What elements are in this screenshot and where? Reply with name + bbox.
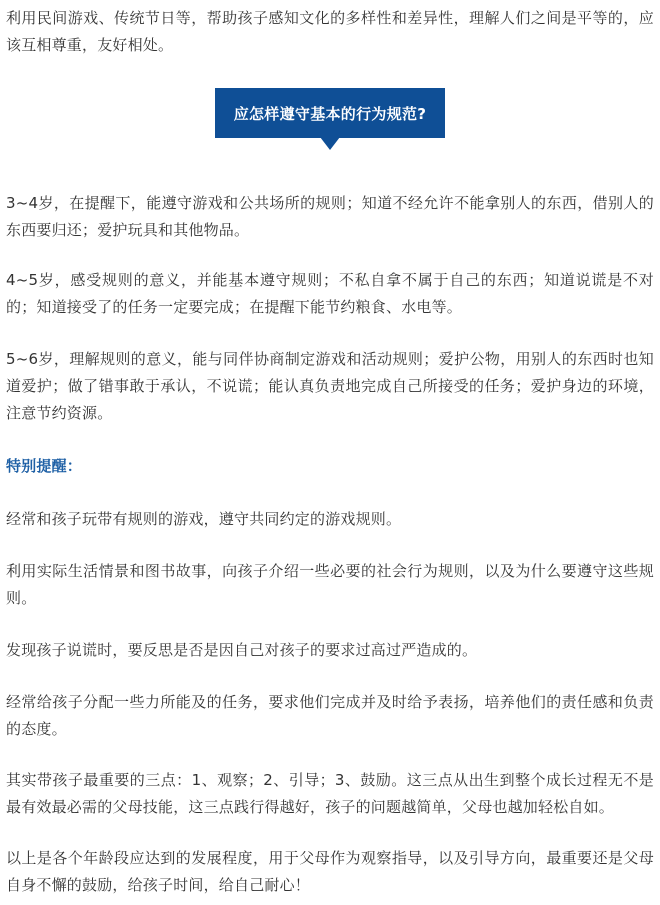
tip-paragraph-1: 经常和孩子玩带有规则的游戏，遵守共同约定的游戏规则。: [6, 510, 402, 528]
reminder-heading: 特别提醒：: [6, 457, 83, 475]
section-banner: [215, 88, 445, 138]
tip-paragraph-3: 发现孩子说谎时，要反思是否是因自己对孩子的要求过高过严造成的。: [6, 641, 478, 659]
age-3-4-paragraph: 3~4岁，在提醒下，能遵守游戏和公共场所的规则；知道不经允许不能拿别人的东西，借别人的东西要归还；爱护玩具和其他物品。: [6, 194, 654, 239]
closing-paragraph: 以上是各个年龄段应达到的发展程度，用于父母作为观察指导，以及引导方向，最重要还是父母自身不懈的鼓励，给孩子时间，给自己耐心！: [6, 849, 654, 894]
tip-paragraph-2: 利用实际生活情景和图书故事，向孩子介绍一些必要的社会行为规则，以及为什么要遵守这些规则。: [6, 562, 654, 607]
tip-paragraph-5: 其实带孩子最重要的三点：1、观察；2、引导；3、鼓励。这三点从出生到整个成长过程无不是最有效最必需的父母技能，这三点践行得越好，孩子的问题越简单，父母也越加轻松自如。: [6, 771, 654, 816]
section-banner-title: 应怎样遵守基本的行为规范?: [233, 104, 427, 123]
tip-paragraph-4: 经常给孩子分配一些力所能及的任务，要求他们完成并及时给予表扬，培养他们的责任感和负责的态度。: [6, 693, 654, 738]
intro-paragraph: 利用民间游戏、传统节日等，帮助孩子感知文化的多样性和差异性，理解人们之间是平等的，应该互相尊重，友好相处。: [6, 9, 654, 54]
age-5-6-paragraph: 5~6岁，理解规则的意义，能与同伴协商制定游戏和活动规则；爱护公物，用别人的东西时也知道爱护；做了错事敢于承认，不说谎；能认真负责地完成自己所接受的任务；爱护身边的环境，注意节约资源。: [6, 350, 654, 422]
age-4-5-paragraph: 4~5岁，感受规则的意义，并能基本遵守规则；不私自拿不属于自己的东西；知道说谎是不对的；知道接受了的任务一定要完成；在提醒下能节约粮食、水电等。: [6, 271, 654, 316]
banner-pointer-arrow: [320, 137, 340, 150]
